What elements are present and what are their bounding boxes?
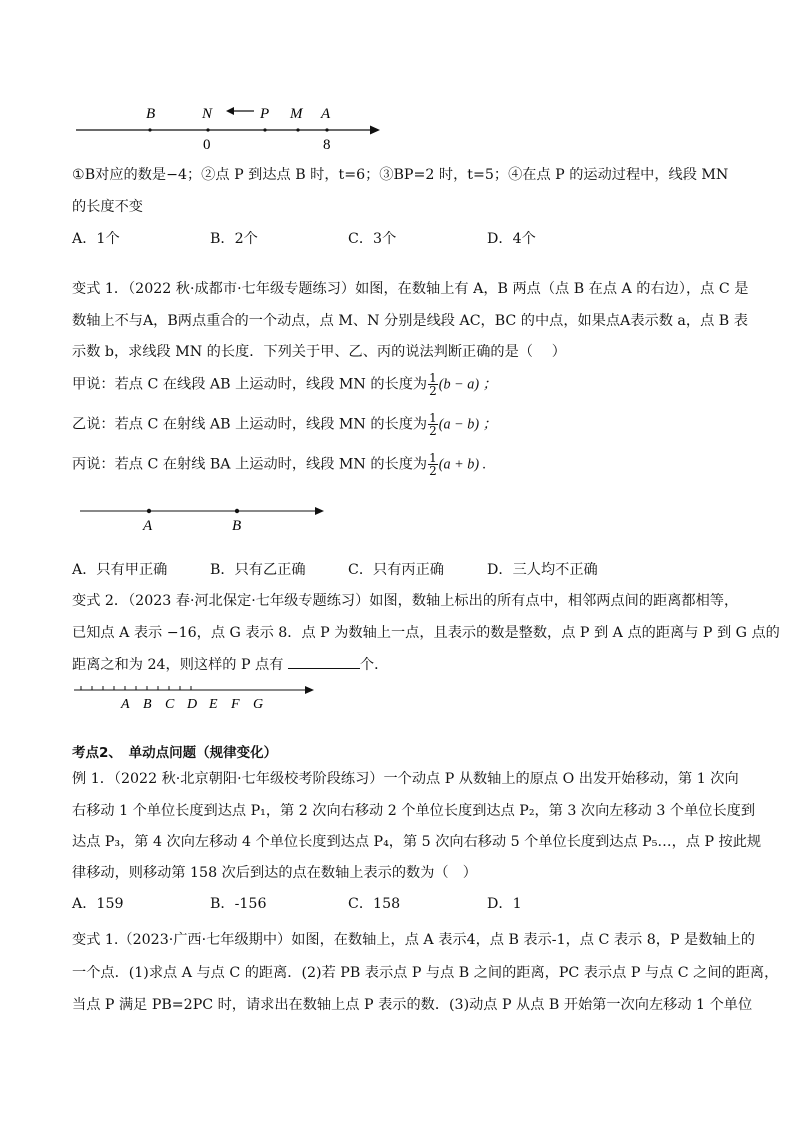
variant2-line-1: 变式 2．（2023 春·河北保定·七年级专题练习）如图，数轴上标出的所有点中，相邻两点间的距离都相等， xyxy=(72,593,739,609)
variant1-line-2: 数轴上不与A，B两点重合的一个动点，点 M、N 分别是线段 AC，BC 的中点，如果点A表示数 a，点 B 表 xyxy=(72,313,748,329)
statement-jia-text: 甲说：若点 C 在线段 AB 上运动时，线段 MN 的长度为 xyxy=(72,376,428,393)
variant1-line-1: 变式 1．（2022 秋·成都市·七年级专题练习）如图，在数轴上有 A，B 两点（点 B 在点 A 的右边），点 C 是 xyxy=(72,281,749,297)
point-label-b: B xyxy=(146,106,156,122)
answer-blank[interactable] xyxy=(288,656,360,669)
example1-line-1: 例 1．（2022 秋·北京朝阳·七年级校考阶段练习）一个动点 P 从数轴上的原点 O 出发开始移动，第 1 次向 xyxy=(72,771,739,787)
point-label-m: M xyxy=(290,106,303,122)
tick-label-0: 0 xyxy=(203,137,211,153)
point-label-c: C xyxy=(165,697,175,712)
option-d: D．三人均不正确 xyxy=(487,562,598,578)
point-label-p: P xyxy=(260,106,270,122)
option-a: A．159 xyxy=(72,896,124,912)
point-label-g: G xyxy=(253,697,264,712)
variant1b-line-1: 变式 1.（2023·广西·七年级期中）如图，在数轴上，点 A 表示4，点 B 表示-1，点 C 表示 8，P 是数轴上的 xyxy=(72,932,755,948)
point-label-n: N xyxy=(202,106,213,122)
fraction-half: $\frac{1}{2}$ xyxy=(429,451,437,478)
statement-yi-expr: (a − b) ； xyxy=(438,416,497,433)
option-c: C．3个 xyxy=(348,231,397,247)
point-label-a: A xyxy=(143,518,153,534)
example1-line-4: 律移动，则移动第 158 次后到达的点在数轴上表示的数为（ ） xyxy=(72,865,477,881)
statement-yi-text: 乙说：若点 C 在射线 AB 上运动时，线段 MN 的长度为 xyxy=(72,416,428,433)
number-line-figure-2 xyxy=(76,500,336,536)
statement-jia-expr: (b − a) ； xyxy=(438,376,497,393)
number-line-figure-1 xyxy=(70,96,390,158)
variant1b-line-2: 一个点．(1)求点 A 与点 C 的距离．(2)若 PB 表示点 P 与点 B 之间的距离，PC 表示点 P 与点 C 之间的距离， xyxy=(72,965,779,981)
statement-line-1: ①B对应的数是−4；②点 P 到达点 B 时，t=6；③BP=2 时，t=5；④在点 P 的运动过程中，线段 MN xyxy=(72,167,729,183)
point-label-b: B xyxy=(143,697,152,712)
point-label-a: A xyxy=(121,697,130,712)
option-a: A．1个 xyxy=(72,231,120,247)
option-b: B．2个 xyxy=(210,231,258,247)
number-line-figure-3 xyxy=(70,680,320,714)
point-label-b: B xyxy=(232,518,242,534)
option-c: C．158 xyxy=(348,896,401,912)
option-d: D．1 xyxy=(487,896,522,912)
variant1b-line-3: 当点 P 满足 PB=2PC 时，请求出在数轴上点 P 表示的数．(3)动点 P 从点 B 开始第一次向左移动 1 个单位 xyxy=(72,997,753,1013)
point-label-e: E xyxy=(209,697,218,712)
point-label-d: D xyxy=(187,697,198,712)
example1-line-2: 右移动 1 个单位长度到达点 P₁，第 2 次向右移动 2 个单位长度到达点 P₂，第 3 次向左移动 3 个单位长度到 xyxy=(72,803,756,819)
point-label-f: F xyxy=(231,697,240,712)
option-b: B．只有乙正确 xyxy=(210,562,306,578)
option-c: C．只有丙正确 xyxy=(348,562,444,578)
option-a: A．只有甲正确 xyxy=(72,562,168,578)
variant2-line-2: 已知点 A 表示 −16，点 G 表示 8．点 P 为数轴上一点，且表示的数是整数，点 P 到 A 点的距离与 P 到 G 点的 xyxy=(72,625,780,641)
variant2-line-3 xyxy=(72,654,388,674)
fraction-half: $\frac{1}{2}$ xyxy=(429,371,437,398)
statement-bing-expr: (a + b) . xyxy=(438,456,487,473)
variant2-line-3-end: 个． xyxy=(359,657,389,673)
statement-bing xyxy=(72,452,486,477)
option-b: B．-156 xyxy=(210,896,267,912)
variant1-line-3: 示数 b，求线段 MN 的长度．下列关于甲、乙、丙的说法判断正确的是（ ） xyxy=(72,344,566,360)
statement-bing-text: 丙说：若点 C 在射线 BA 上运动时，线段 MN 的长度为 xyxy=(72,456,428,473)
statement-jia xyxy=(72,372,497,397)
example1-line-3: 达点 P₃，第 4 次向左移动 4 个单位长度到达点 P₄，第 5 次向右移动 5 个单位长度到达点 P₅…，点 P 按此规 xyxy=(72,834,762,850)
variant2-line-3-text: 距离之和为 24，则这样的 P 点有 xyxy=(72,657,284,673)
section-heading: 考点2、 单动点问题（规律变化） xyxy=(72,745,278,761)
statement-yi xyxy=(72,412,497,437)
tick-label-8: 8 xyxy=(323,137,331,153)
option-d: D．4个 xyxy=(487,231,536,247)
fraction-half: $\frac{1}{2}$ xyxy=(429,411,437,438)
point-label-a: A xyxy=(321,106,331,122)
statement-line-2: 的长度不变 xyxy=(72,199,143,215)
